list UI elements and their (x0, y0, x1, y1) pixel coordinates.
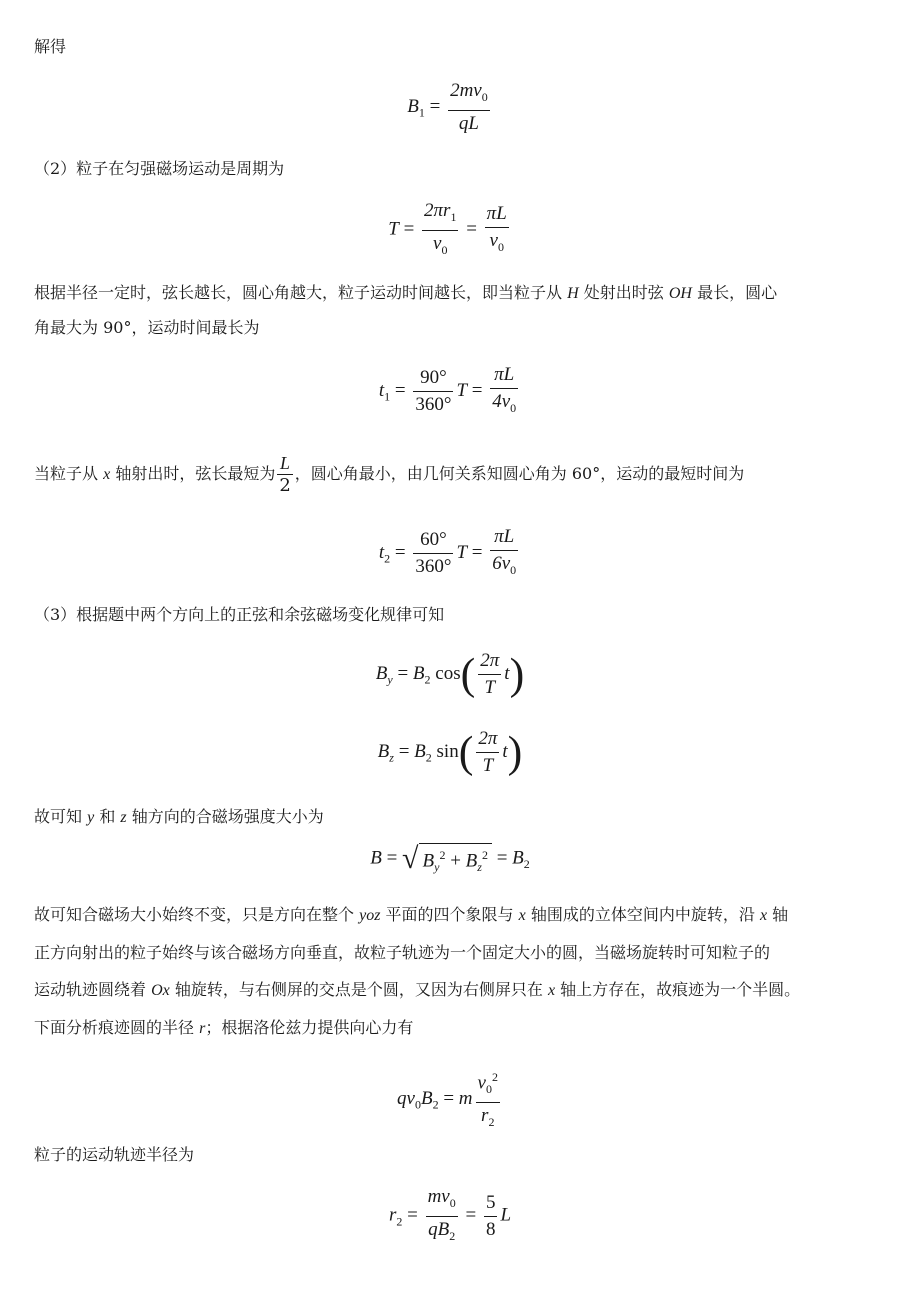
equation-b1: $B_1$ = $\frac{2mv_0}{qL}$ (407, 80, 488, 134)
equation-r2: $r_2$ = $\frac{mv_0}{qB_2}$ = $\frac{5}{8}$ L (388, 1186, 512, 1243)
equation-b-magnitude: B = √ $B_y^2 + B_z^2 = B_2$ (370, 842, 530, 875)
text-jiede: 解得 (34, 37, 67, 56)
equation-t1: $t_1$ = $\frac{90^\circ}{360^\circ}$ T = $\frac{\pi L}{4v_0}$ (378, 364, 517, 415)
text-part2: （2）粒子在匀强磁场运动是周期为 (34, 159, 285, 178)
text-part3: （3）根据题中两个方向上的正弦和余弦磁场变化规律可知 (34, 605, 445, 624)
equation-lorentz: $qv_0B_2 = m$ $\frac{v_0^2}{r_2}$ (0, 1064, 900, 1135)
equation-bz: $B_z = B_2$ sin( $\frac{2\pi}{T}$ t) (377, 727, 523, 777)
text-radius-paragraph: 根据半径一定时，弦长越长，圆心角越大，粒子运动时间越长，即当粒子从 H 处射出时弦 OH 最长，圆心 角最大为 90°，运动时间最长为 (34, 283, 778, 337)
text-xaxis-paragraph: 当粒子从 x 轴射出时，弦长最短为 $\frac{L}{2}$ ，圆心角最小，由几何关系知圆心角为 60°，运动的最短时间为 (34, 453, 745, 496)
equation-period: T = $\frac{2\pi r_1}{v_0}$ = $\frac{\pi L}{v_0}$ (388, 200, 507, 257)
text-trajectory-radius: 粒子的运动轨迹半径为 (34, 1145, 195, 1164)
equation-t2: $t_2$ = $\frac{60^\circ}{360^\circ}$ T = $\frac{\pi L}{6v_0}$ (378, 526, 517, 577)
text-long-paragraph: 故可知合磁场大小始终不变，只是方向在整个 yoz 平面的四个象限与 x 轴围成的立体空间内中旋转，沿 x 轴 正方向射出的粒子始终与该合磁场方向垂直，故粒子轨迹为一个固定大小的圆，当磁场旋转时可知粒子的 运动轨迹圆绕着 Ox 轴旋转，与右侧屏的交点是个圆，又因为右侧屏只在 x 轴上方存在，故痕迹为一个半圆。 下面分析痕迹圆的半径 r；根据洛伦兹力提供向心力有 (34, 905, 801, 1037)
equation-by: $B_y = B_2$ cos( $\frac{2\pi}{T}$ t) (375, 649, 525, 699)
text-combined-field: 故可知 y 和 z 轴方向的合磁场强度大小为 (34, 807, 324, 826)
